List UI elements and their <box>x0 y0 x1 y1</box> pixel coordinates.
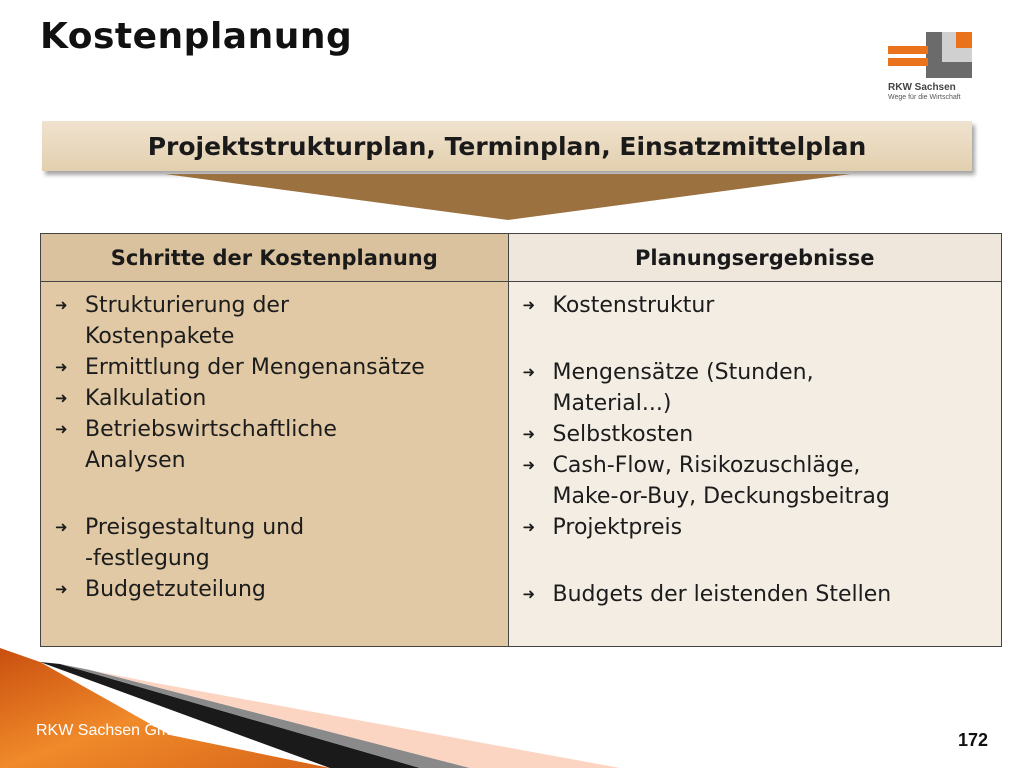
planning-table <box>40 233 1002 647</box>
list-item-text: Projektpreis <box>552 515 683 540</box>
list-item <box>523 450 1001 512</box>
list-item <box>523 419 1001 450</box>
list-item <box>523 290 1001 321</box>
steps-list <box>41 282 508 646</box>
list-item-text: Cash-Flow, Risikozuschläge, Make-or-Buy, Deckungsbeitrag <box>552 453 890 509</box>
list-item-text: Preisgestaltung und -festlegung <box>85 515 305 571</box>
right-arrow-icon: ➜ <box>55 580 68 598</box>
list-item <box>523 357 1001 419</box>
results-list <box>509 282 1001 646</box>
steps-header: Schritte der Kostenplanung <box>41 234 508 282</box>
results-header: Planungsergebnisse <box>509 234 1001 282</box>
right-arrow-icon: ➜ <box>522 456 536 474</box>
list-item <box>55 512 508 574</box>
list-item <box>55 352 508 383</box>
banner-heading: Projektstrukturplan, Terminplan, Einsatzmittelplan <box>42 121 972 171</box>
funnel-arrow <box>165 174 851 220</box>
logo-name: RKW Sachsen <box>888 82 956 93</box>
list-item-text: Mengensätze (Stunden, Material...) <box>552 360 814 416</box>
right-arrow-icon: ➜ <box>55 420 68 438</box>
right-arrow-icon: ➜ <box>522 296 536 314</box>
right-arrow-icon: ➜ <box>55 518 68 536</box>
footer-swoosh <box>0 640 1024 768</box>
right-arrow-icon: ➜ <box>522 585 536 603</box>
right-arrow-icon: ➜ <box>522 425 536 443</box>
list-item-text: Strukturierung der Kostenpakete <box>85 293 290 349</box>
steps-column <box>41 234 509 646</box>
right-arrow-icon: ➜ <box>55 296 68 314</box>
list-item <box>55 414 508 476</box>
list-item <box>55 574 508 605</box>
page-number: 172 <box>958 730 989 750</box>
footer-company: RKW Sachsen GmbH <box>36 722 191 739</box>
company-logo <box>886 30 986 104</box>
page-title: Kostenplanung <box>40 16 353 57</box>
list-item-text: Budgetzuteilung <box>85 577 266 602</box>
list-item-text: Budgets der leistenden Stellen <box>552 582 892 607</box>
list-item <box>523 512 1001 543</box>
logo-tagline: Wege für die Wirtschaft <box>888 94 961 101</box>
list-item <box>55 290 508 352</box>
list-item <box>55 383 508 414</box>
list-item-text: Ermittlung der Mengenansätze <box>85 355 425 380</box>
results-column <box>509 234 1001 646</box>
list-item-text: Kalkulation <box>85 386 207 411</box>
list-item-text: Betriebswirtschaftliche Analysen <box>85 417 337 473</box>
right-arrow-icon: ➜ <box>522 518 536 536</box>
list-item <box>523 579 1001 610</box>
right-arrow-icon: ➜ <box>55 358 68 376</box>
list-item-text: Kostenstruktur <box>552 293 715 318</box>
right-arrow-icon: ➜ <box>55 389 68 407</box>
right-arrow-icon: ➜ <box>522 363 536 381</box>
logo-mark-icon <box>886 30 976 80</box>
list-item-text: Selbstkosten <box>552 422 694 447</box>
